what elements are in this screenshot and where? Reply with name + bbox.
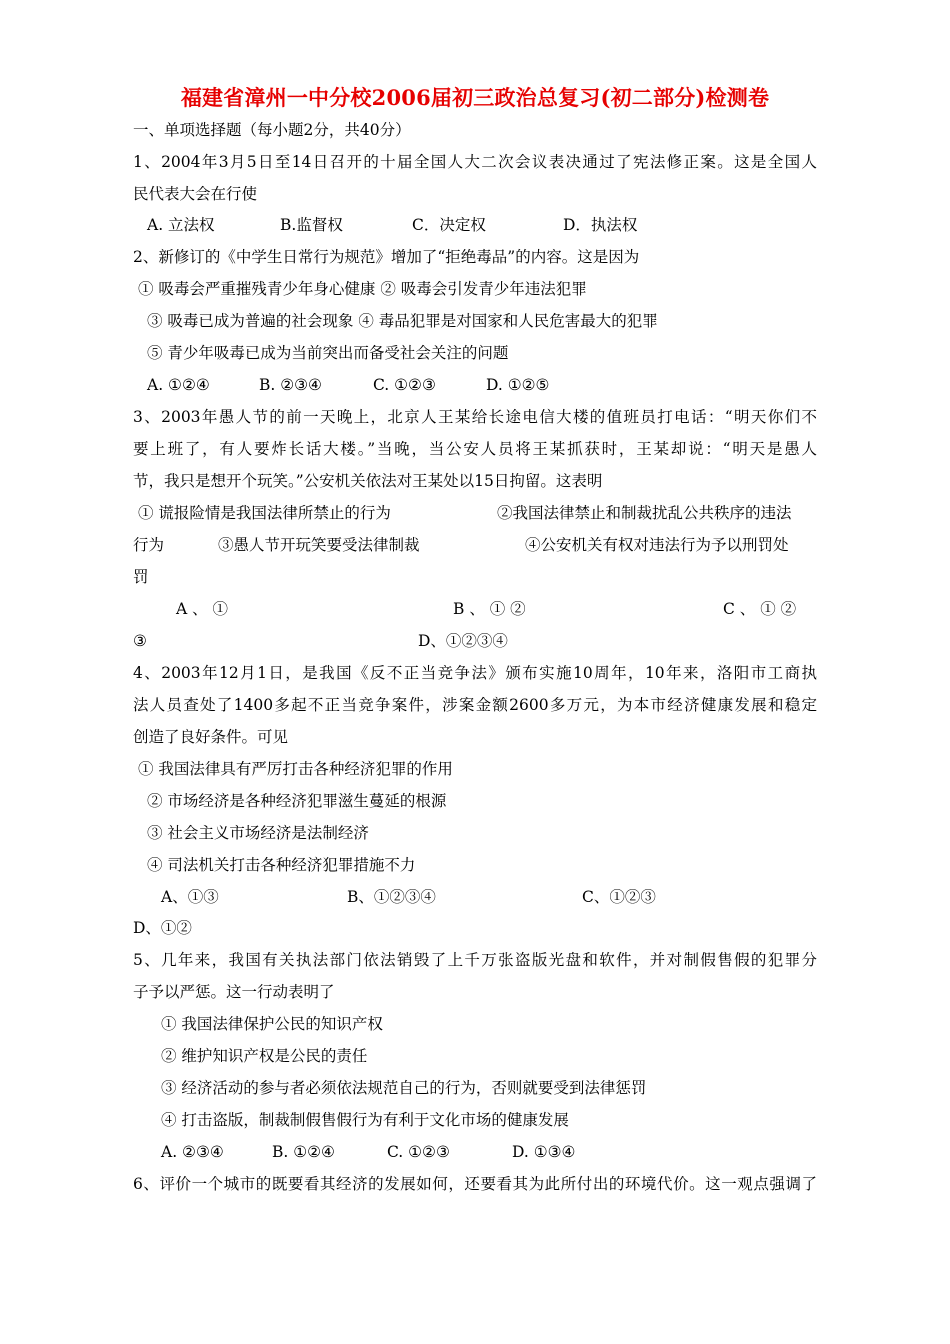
page-title: 福建省漳州一中分校2006届初三政治总复习(初二部分)检测卷 (180, 85, 770, 110)
question-3-line-2: 要上班了，有人要炸长话大楼。”当晚，当公安人员将王某抓获时，王某却说：“明天是愚人 (133, 440, 817, 458)
question-4-item-1: ① 我国法律具有严厉打击各种经济犯罪的作用 (138, 760, 453, 778)
question-6-line-1: 6、评价一个城市的既要看其经济的发展如何，还要看其为此所付出的环境代价。这一观点强调了 (133, 1175, 817, 1193)
question-3-item-4: ④公安机关有权对违法行为予以刑罚处 (525, 536, 789, 554)
question-2-item-row-3: ⑤ 青少年吸毒已成为当前突出而备受社会关注的问题 (147, 344, 509, 362)
question-2-option-d: D. ①②⑤ (486, 376, 550, 394)
question-3-line-1: 3、2003年愚人节的前一天晚上，北京人王某给长途电信大楼的值班员打电话：“明天你们不 (133, 408, 817, 426)
question-4-option-b: B、①②③④ (347, 888, 436, 906)
section-heading: 一、单项选择题（每小题2分，共40分） (133, 121, 411, 139)
question-1-option-a: A. 立法权 (147, 216, 215, 234)
question-4-option-d: D、①② (133, 919, 192, 937)
question-5-line-1: 5、几年来，我国有关执法部门依法销毁了上千万张盗版光盘和软件，并对制假售假的犯罪分 (133, 951, 817, 969)
question-5-item-1: ① 我国法律保护公民的知识产权 (161, 1015, 383, 1033)
question-5-option-b: B. ①②④ (272, 1143, 335, 1161)
question-4-item-2: ② 市场经济是各种经济犯罪滋生蔓延的根源 (147, 792, 447, 810)
question-1-line-1: 1、2004年3月5日至14日召开的十届全国人大二次会议表决通过了宪法修正案。这是全国人 (133, 153, 817, 171)
question-5-item-2: ② 维护知识产权是公民的责任 (161, 1047, 368, 1065)
question-2-item-row-2: ③ 吸毒已成为普遍的社会现象 ④ 毒品犯罪是对国家和人民危害最大的犯罪 (147, 312, 658, 330)
question-3-item-3: ③愚人节开玩笑要受法律制裁 (218, 536, 420, 554)
question-4-line-2: 法人员查处了1400多起不正当竞争案件，涉案金额2600多万元，为本市经济健康发展和稳定 (133, 696, 817, 714)
question-5-item-4: ④ 打击盗版，制裁制假售假行为有利于文化市场的健康发展 (161, 1111, 569, 1129)
question-4-line-3: 创造了良好条件。可见 (133, 728, 289, 746)
question-1-option-d: D．执法权 (563, 216, 638, 234)
question-5-option-c: C. ①②③ (387, 1143, 450, 1161)
question-5-item-3: ③ 经济活动的参与者必须依法规范自己的行为，否则就要受到法律惩罚 (161, 1079, 647, 1097)
question-1-option-c: C．决定权 (412, 216, 486, 234)
question-5-line-2: 子予以严惩。这一行动表明了 (133, 983, 335, 1001)
question-4-option-c: C、①②③ (582, 888, 656, 906)
question-5-option-d: D. ①③④ (512, 1143, 576, 1161)
question-3-item-4-cont: 罚 (133, 568, 149, 586)
question-3-option-c-cont: ③ (133, 632, 147, 650)
question-2-stem: 2、新修订的《中学生日常行为规范》增加了“拒绝毒品”的内容。这是因为 (133, 248, 640, 266)
question-4-item-3: ③ 社会主义市场经济是法制经济 (147, 824, 369, 842)
question-3-item-1: ① 谎报险情是我国法律所禁止的行为 (138, 504, 391, 522)
question-3-item-2: ②我国法律禁止和制裁扰乱公共秩序的违法 (497, 504, 792, 522)
question-1-line-2: 民代表大会在行使 (133, 185, 258, 203)
question-2-item-row-1: ① 吸毒会严重摧残青少年身心健康 ② 吸毒会引发青少年违法犯罪 (138, 280, 587, 298)
question-5-option-a: A. ②③④ (161, 1143, 224, 1161)
question-4-line-1: 4、2003年12月1日，是我国《反不正当竞争法》颁布实施10周年，10年来，洛阳市工商执 (133, 664, 817, 682)
question-1-option-b: B.监督权 (280, 216, 343, 234)
question-4-item-4: ④ 司法机关打击各种经济犯罪措施不力 (147, 856, 416, 874)
question-3-option-b: B 、 ① ② (453, 600, 526, 618)
question-2-option-c: C. ①②③ (373, 376, 436, 394)
question-3-option-c: C 、 ① ② (723, 600, 797, 618)
question-2-option-a: A. ①②④ (147, 376, 210, 394)
question-3-item-2-cont: 行为 (133, 536, 165, 554)
question-2-option-b: B. ②③④ (259, 376, 322, 394)
question-3-line-3: 节，我只是想开个玩笑。”公安机关依法对王某处以15日拘留。这表明 (133, 472, 603, 490)
question-3-option-d: D、①②③④ (418, 632, 508, 650)
question-4-option-a: A、①③ (161, 888, 219, 906)
question-3-option-a: A 、 ① (176, 600, 229, 618)
